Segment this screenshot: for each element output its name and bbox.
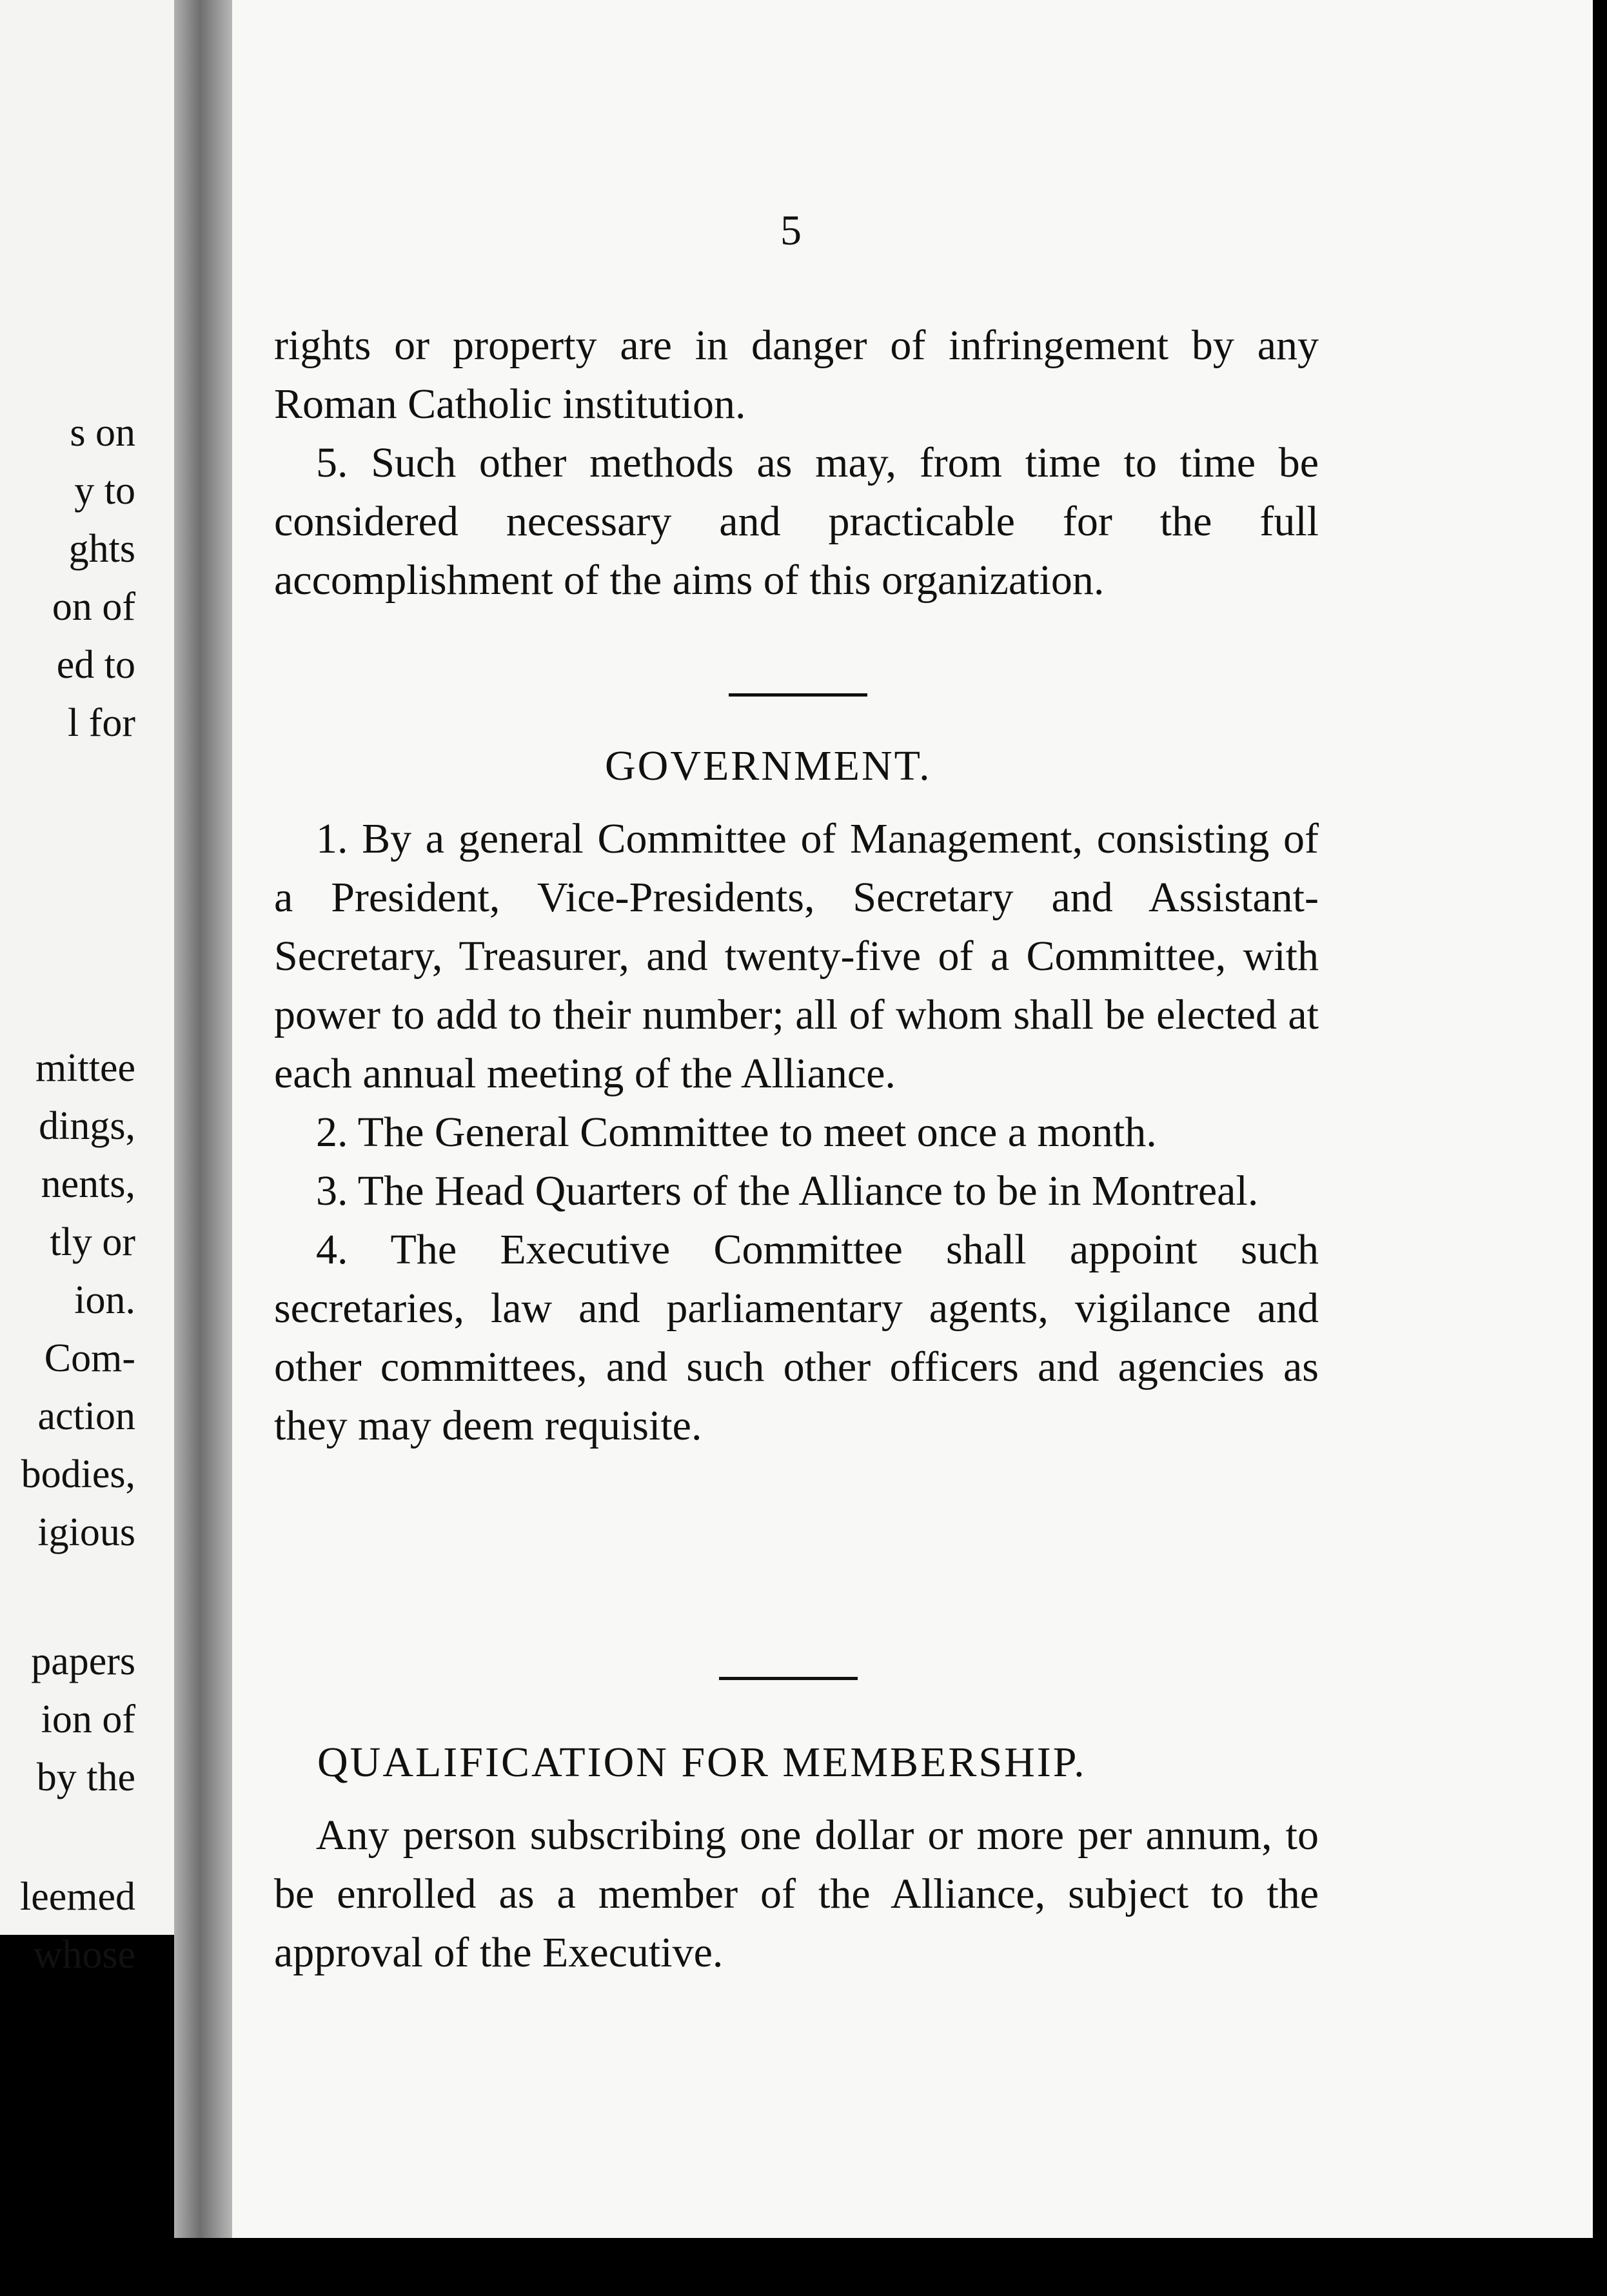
left-page-line: ion. bbox=[74, 1278, 135, 1322]
left-page-line: on of bbox=[52, 585, 135, 629]
left-page-line: ghts bbox=[68, 527, 135, 571]
government-item-4: 4. The Executive Committee shall appoint such secretaries, law and parliamentary agents, vigilance and other committees, and such other officers and agencies as they may deem requisite. bbox=[274, 1226, 1319, 1449]
left-page-line: papers bbox=[31, 1639, 135, 1683]
left-page-line: ion of bbox=[41, 1697, 135, 1741]
left-page-line: dings, bbox=[39, 1104, 135, 1148]
continuation-paragraph: rights or property are in danger of infringement by any Roman Catholic institution. bbox=[274, 322, 1319, 428]
scan-border-right bbox=[1593, 0, 1607, 2296]
left-page-line: action bbox=[37, 1394, 135, 1438]
left-page-line: bodies, bbox=[21, 1452, 135, 1496]
section-divider bbox=[719, 1677, 858, 1680]
page-number: 5 bbox=[780, 207, 802, 254]
government-item-3: 3. The Head Quarters of the Alliance to be in Montreal. bbox=[316, 1167, 1259, 1214]
scan-border-bottom bbox=[0, 2238, 1607, 2296]
government-item-1: 1. By a general Committee of Management, consisting of a President, Vice-Presidents, Secretary and Assistant-Secretary, Treasurer, and twenty-five of a Committee, with power to add to their number; all of whom shall be elected at each annual meeting of the Alliance. bbox=[274, 815, 1319, 1097]
left-page-line: nents, bbox=[41, 1162, 135, 1206]
left-page-line: by the bbox=[36, 1756, 135, 1799]
membership-heading: QUALIFICATION FOR MEMBERSHIP. bbox=[317, 1739, 1087, 1786]
membership-section bbox=[274, 1806, 1319, 1982]
government-heading: GOVERNMENT. bbox=[605, 742, 932, 789]
left-page-line: igious bbox=[37, 1510, 135, 1554]
membership-paragraph: Any person subscribing one dollar or more per annum, to be enrolled as a member of the Alliance, subject to the approval of the Executive. bbox=[274, 1812, 1319, 1976]
left-page-line: leemed bbox=[19, 1875, 135, 1919]
left-page-line: Com- bbox=[44, 1336, 135, 1380]
left-page-line: y to bbox=[74, 469, 135, 513]
top-section bbox=[274, 316, 1319, 609]
left-page-line: whose bbox=[33, 1933, 135, 1977]
government-section bbox=[274, 809, 1319, 1455]
left-page-line: s on bbox=[70, 411, 135, 455]
item-5-paragraph: 5. Such other methods as may, from time to time be considered necessary and practicable for the full accomplishment of the aims of this organization. bbox=[274, 439, 1319, 604]
left-page-line: tly or bbox=[50, 1220, 135, 1264]
section-divider bbox=[729, 693, 867, 697]
left-page-line: ed to bbox=[56, 643, 135, 687]
left-page-line: l for bbox=[67, 701, 135, 745]
book-gutter bbox=[174, 0, 232, 2296]
government-item-2: 2. The General Committee to meet once a month. bbox=[316, 1109, 1157, 1156]
left-facing-page bbox=[0, 0, 174, 1977]
left-page-line: mittee bbox=[35, 1046, 135, 1090]
